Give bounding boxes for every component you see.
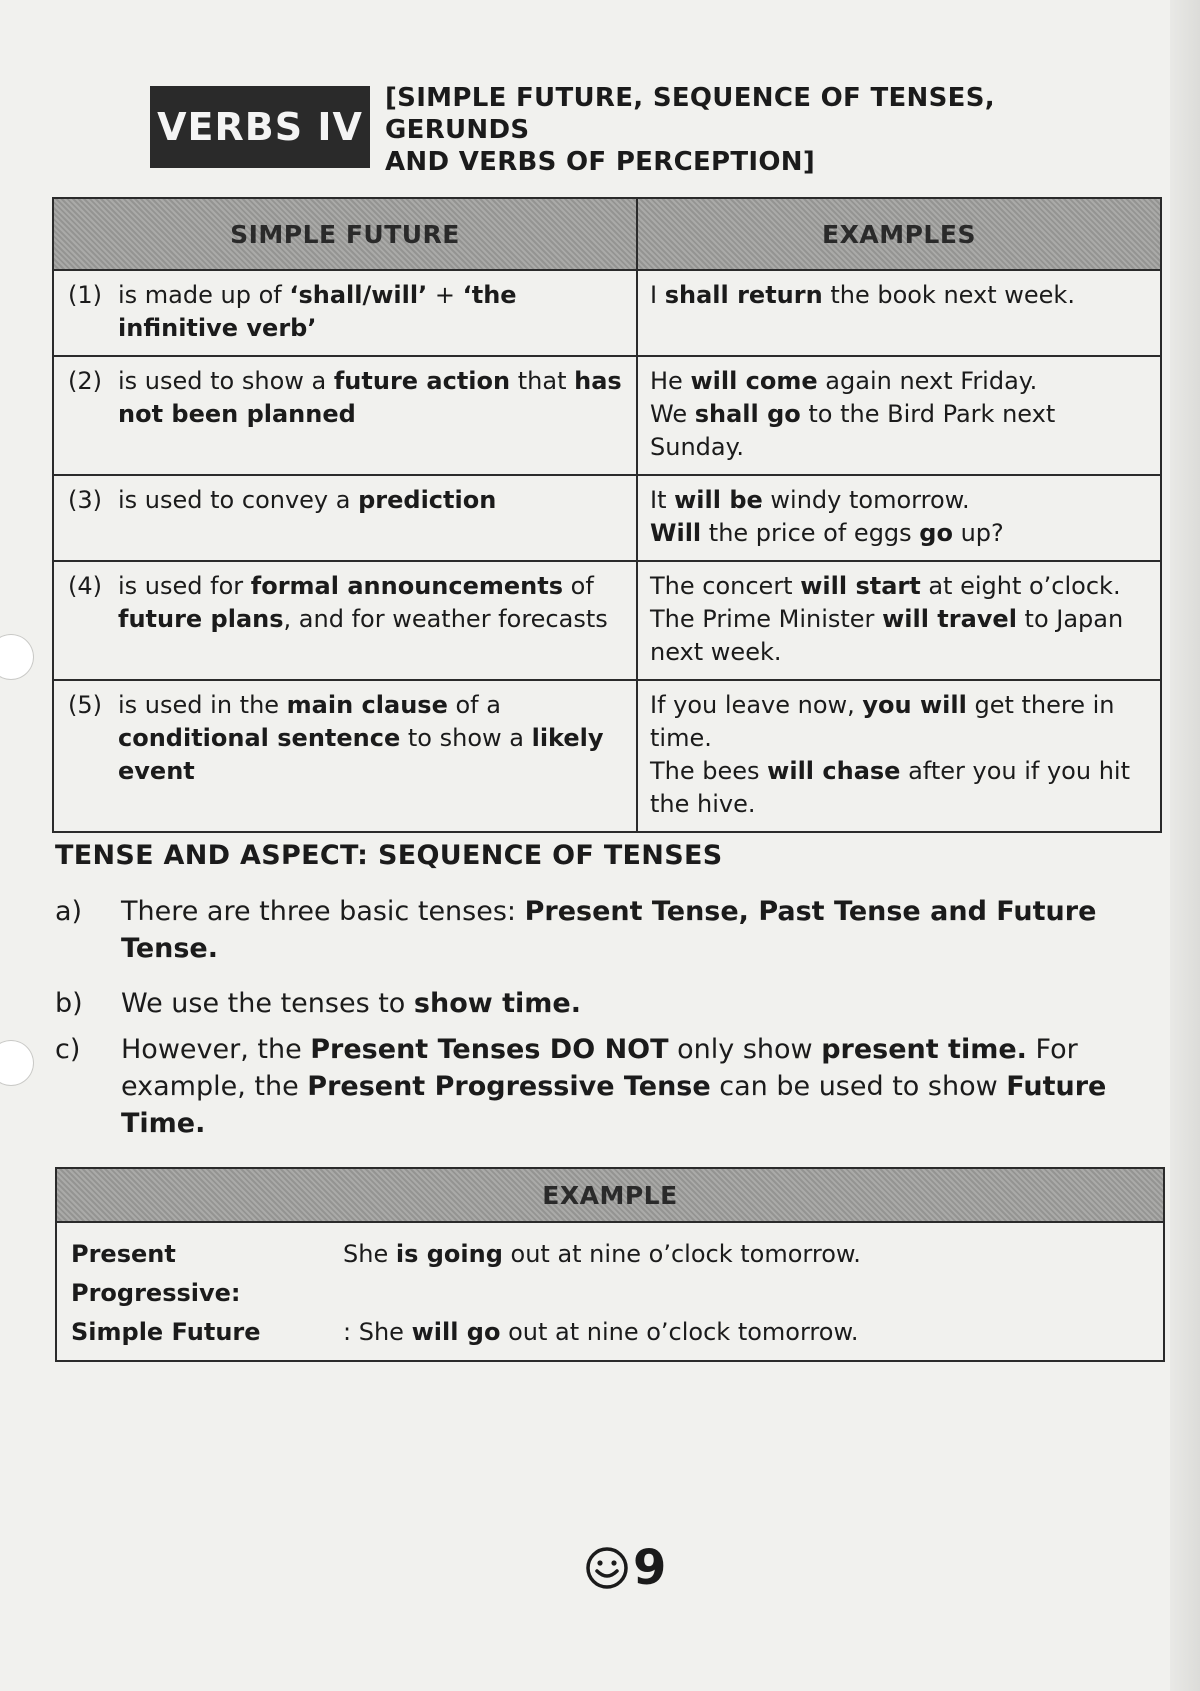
example-sentence xyxy=(650,570,1148,603)
bold-text: has not been planned xyxy=(118,367,622,428)
simple-future-rows xyxy=(53,270,1161,832)
list-item-text xyxy=(121,893,1135,967)
examples-cell xyxy=(637,680,1161,832)
usage-text xyxy=(118,689,624,788)
usage-text xyxy=(118,365,624,431)
list-marker: c) xyxy=(55,1034,81,1065)
bold-text: will go xyxy=(411,1318,501,1346)
usage-cell xyxy=(53,561,637,680)
usage-text xyxy=(118,484,624,517)
list-item xyxy=(55,893,1135,967)
example-sentence xyxy=(650,603,1148,669)
list-marker: a) xyxy=(55,896,83,927)
table-row xyxy=(53,356,1161,475)
usage-row xyxy=(68,365,624,431)
bold-text: Present Progressive Tense xyxy=(307,1071,711,1102)
text-run: out at nine o’clock tomorrow. xyxy=(500,1318,859,1346)
page-number-text: 9 xyxy=(633,1540,667,1596)
bold-text: conditional sentence xyxy=(118,724,401,752)
examples-cell xyxy=(637,475,1161,561)
subtitle-line: [SIMPLE FUTURE, SEQUENCE OF TENSES, GERUNDS xyxy=(385,83,995,145)
bold-text: shall go xyxy=(694,400,801,428)
usage-cell xyxy=(53,270,637,356)
text-run: We xyxy=(650,400,695,428)
bold-text: will be xyxy=(674,486,763,514)
smiley-icon xyxy=(585,1546,629,1590)
page-title: VERBS IV xyxy=(150,86,370,168)
example-sentence xyxy=(650,755,1148,821)
text-run: I xyxy=(650,281,665,309)
text-run: The concert xyxy=(650,572,801,600)
text-run: up? xyxy=(952,519,1004,547)
text-run: is used in the xyxy=(118,691,287,719)
text-run: : She xyxy=(343,1318,412,1346)
text-run: out at nine o’clock tomorrow. xyxy=(502,1240,861,1268)
list-item xyxy=(55,1031,1135,1142)
example-line xyxy=(71,1313,1149,1352)
text-run: only show xyxy=(668,1034,822,1065)
table-row xyxy=(53,680,1161,832)
text-run: She xyxy=(343,1240,396,1268)
text-run: The bees xyxy=(650,757,768,785)
bold-text: future action xyxy=(333,367,511,395)
column-header-simple-future: SIMPLE FUTURE xyxy=(53,198,637,270)
text-run: The Prime Minister xyxy=(650,605,883,633)
examples-cell xyxy=(637,270,1161,356)
usage-cell xyxy=(53,356,637,475)
punch-hole xyxy=(0,634,34,680)
bold-text: show time. xyxy=(413,988,581,1019)
usage-number: (3) xyxy=(68,486,102,514)
usage-row xyxy=(68,689,624,788)
list-marker: b) xyxy=(55,988,83,1019)
example-table xyxy=(55,1167,1165,1362)
usage-row xyxy=(68,279,624,345)
bold-text: main clause xyxy=(286,691,448,719)
table-header-row xyxy=(56,1168,1164,1222)
bold-text: formal announcements xyxy=(250,572,563,600)
usage-text xyxy=(118,279,624,345)
simple-future-table xyxy=(52,197,1162,833)
punch-hole xyxy=(0,1040,34,1086)
list-item-text xyxy=(121,985,1135,1022)
example-sentence xyxy=(650,398,1148,464)
list-item-text xyxy=(121,1031,1135,1142)
example-label: Simple Future xyxy=(71,1318,261,1346)
table-row xyxy=(56,1222,1164,1361)
text-run: is used to show a xyxy=(118,367,334,395)
text-run: at eight o’clock. xyxy=(920,572,1121,600)
text-run: of xyxy=(563,572,594,600)
text-run: to the Bird Park next Sunday. xyxy=(650,400,1056,461)
text-run: , and for weather forecasts xyxy=(283,605,608,633)
bold-text: will chase xyxy=(767,757,901,785)
bold-text: will come xyxy=(690,367,818,395)
bold-text: present time. xyxy=(821,1034,1027,1065)
table-row xyxy=(53,270,1161,356)
text-run: is used for xyxy=(118,572,251,600)
bold-text: prediction xyxy=(358,486,497,514)
usage-number: (2) xyxy=(68,367,102,395)
bold-text: you will xyxy=(862,691,967,719)
page-number xyxy=(585,1540,666,1596)
bold-text: Present Tenses DO NOT xyxy=(310,1034,669,1065)
bold-text: will start xyxy=(800,572,921,600)
usage-cell xyxy=(53,680,637,832)
text-run: the price of eggs xyxy=(701,519,920,547)
bold-text: will travel xyxy=(882,605,1017,633)
bold-text: Future Time. xyxy=(121,1071,1107,1139)
bold-text: Present Tense, Past Tense and Future Tense. xyxy=(121,896,1097,964)
text-run: to Japan next week. xyxy=(650,605,1124,666)
examples-cell xyxy=(637,356,1161,475)
text-run: However, the xyxy=(121,1034,311,1065)
bold-text: ‘the infinitive verb’ xyxy=(118,281,517,342)
text-run: + xyxy=(427,281,463,309)
example-cell xyxy=(56,1222,1164,1361)
bold-text: is going xyxy=(395,1240,503,1268)
usage-number: (4) xyxy=(68,572,102,600)
text-run: to show a xyxy=(400,724,532,752)
text-run: It xyxy=(650,486,675,514)
bold-text: shall return xyxy=(664,281,823,309)
table-header-row xyxy=(53,198,1161,270)
text-run: is made up of xyxy=(118,281,290,309)
usage-number: (5) xyxy=(68,691,102,719)
usage-row xyxy=(68,484,624,517)
text-run: that xyxy=(510,367,575,395)
bold-text: Will xyxy=(650,519,702,547)
example-line xyxy=(71,1235,1149,1313)
example-sentence xyxy=(343,1235,1149,1313)
text-run: He xyxy=(650,367,691,395)
bold-text: likely event xyxy=(118,724,604,785)
example-sentence xyxy=(650,689,1148,755)
text-run: For example, the xyxy=(121,1034,1078,1102)
section-heading: TENSE AND ASPECT: SEQUENCE OF TENSES xyxy=(55,840,723,871)
examples-cell xyxy=(637,561,1161,680)
usage-row xyxy=(68,570,624,636)
text-run: after you if you hit the hive. xyxy=(650,757,1130,818)
example-sentence xyxy=(650,484,1148,517)
text-run: is used to convey a xyxy=(118,486,359,514)
column-header-examples: EXAMPLES xyxy=(637,198,1161,270)
bold-text: go xyxy=(919,519,953,547)
table-row xyxy=(53,561,1161,680)
usage-cell xyxy=(53,475,637,561)
example-sentence xyxy=(650,365,1148,398)
table-row xyxy=(53,475,1161,561)
text-run: There are three basic tenses: xyxy=(121,896,525,927)
bold-text: ‘shall/will’ xyxy=(289,281,428,309)
page-edge-shadow xyxy=(1170,0,1200,1691)
example-sentence xyxy=(343,1313,1149,1352)
bold-text: future plans xyxy=(118,605,284,633)
list-item xyxy=(55,985,1135,1022)
text-run: of a xyxy=(447,691,501,719)
text-run: the book next week. xyxy=(822,281,1075,309)
subtitle-line: AND VERBS OF PERCEPTION] xyxy=(385,147,816,177)
example-label: Present Progressive: xyxy=(71,1240,241,1307)
column-header-example: EXAMPLE xyxy=(56,1168,1164,1222)
text-run: windy tomorrow. xyxy=(762,486,970,514)
text-run: again next Friday. xyxy=(817,367,1038,395)
text-run: get there in time. xyxy=(650,691,1115,752)
example-sentence xyxy=(650,517,1148,550)
example-sentence xyxy=(650,279,1148,312)
page-subtitle xyxy=(385,82,1145,178)
usage-number: (1) xyxy=(68,281,102,309)
text-run: If you leave now, xyxy=(650,691,863,719)
text-run: can be used to show xyxy=(710,1071,1007,1102)
usage-text xyxy=(118,570,624,636)
text-run: We use the tenses to xyxy=(121,988,414,1019)
